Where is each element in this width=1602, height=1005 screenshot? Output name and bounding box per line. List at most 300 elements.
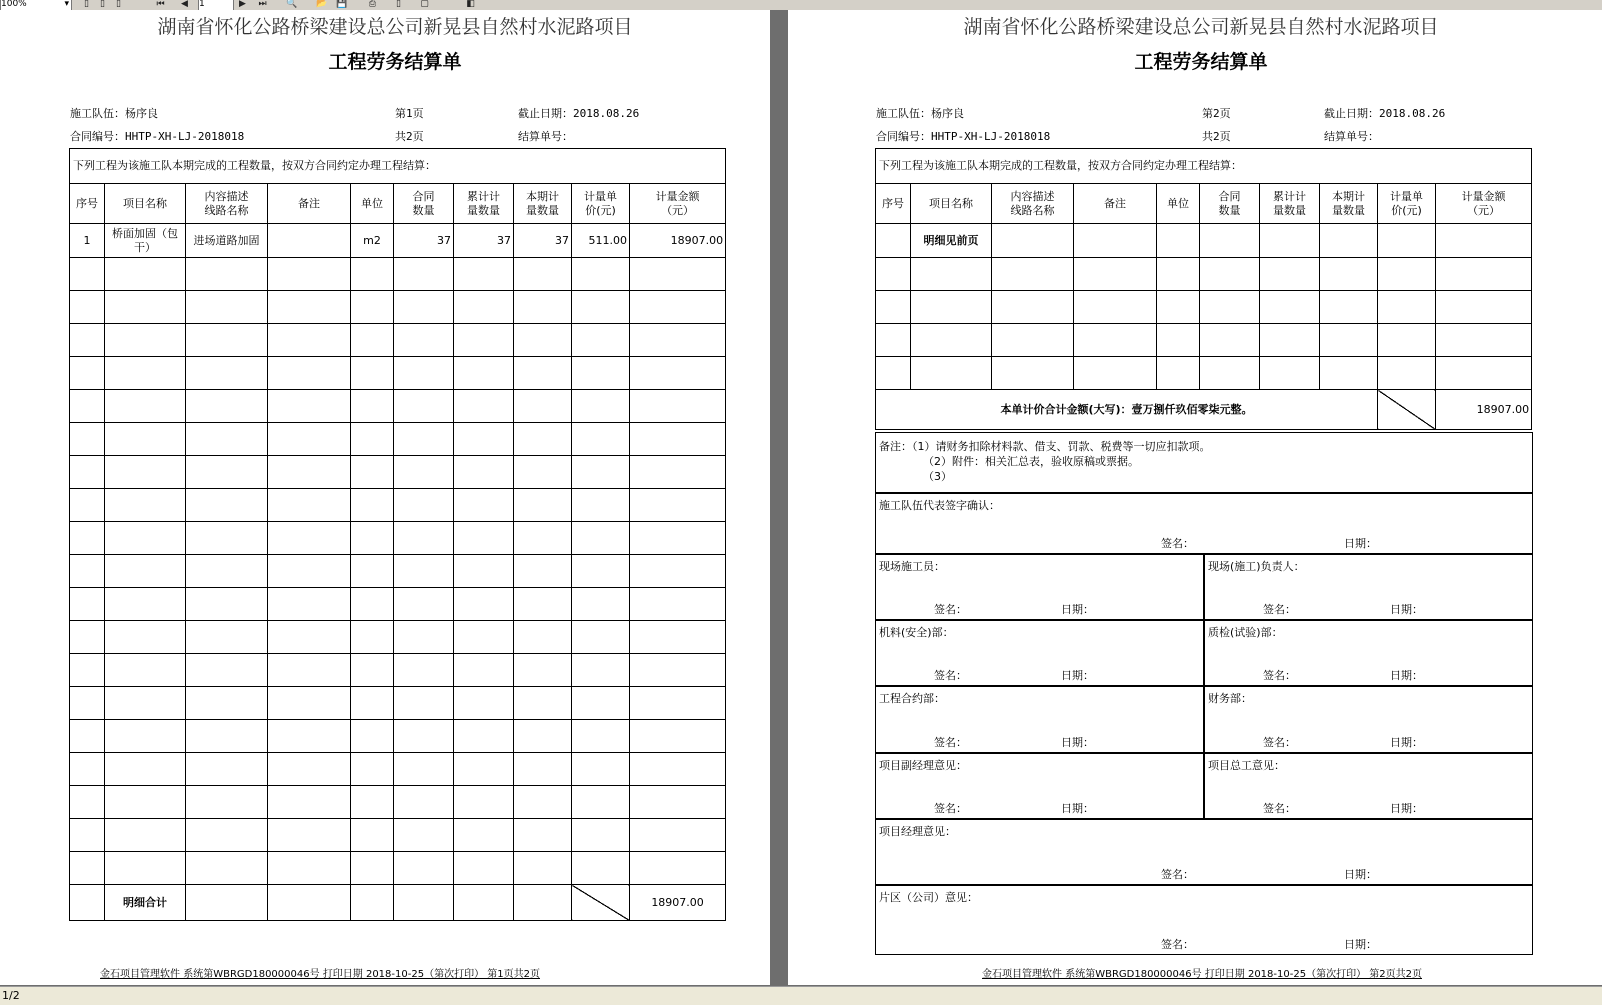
empty-cell [514, 852, 572, 885]
signature-section-label: 财务部： [1208, 692, 1252, 705]
empty-cell [351, 522, 394, 555]
empty-cell [454, 621, 514, 654]
empty-cell [70, 555, 105, 588]
empty-cell [351, 654, 394, 687]
table-row [876, 324, 1532, 357]
empty-cell [514, 555, 572, 588]
subtotal-amount: 18907.00 [630, 885, 726, 921]
cell-current-qty: 37 [514, 224, 572, 258]
table-row [70, 654, 726, 687]
signature-box-quality-dept [1204, 620, 1533, 686]
empty-cell [1157, 258, 1200, 291]
settlement-table [69, 148, 726, 921]
empty-cell [454, 852, 514, 885]
empty-cell [454, 720, 514, 753]
signature-section-label: 现场施工员： [879, 560, 945, 573]
signature-box-deputy-manager [875, 753, 1204, 819]
table-row [70, 324, 726, 357]
empty-cell [268, 555, 351, 588]
page-input-value: 1 [199, 0, 205, 9]
empty-cell [394, 588, 454, 621]
empty-cell [351, 357, 394, 390]
empty-cell [186, 588, 268, 621]
first-page-icon[interactable]: ⏮ [156, 0, 165, 9]
table-row [70, 753, 726, 786]
column-header: 计量金额 （元） [630, 184, 726, 224]
empty-cell [70, 522, 105, 555]
empty-cell [186, 720, 268, 753]
empty-cell [70, 291, 105, 324]
empty-cell [186, 390, 268, 423]
empty-cell [351, 291, 394, 324]
empty-cell [268, 852, 351, 885]
empty-cell [454, 291, 514, 324]
signature-section-label: 工程合约部： [879, 692, 945, 705]
company-title: 湖南省怀化公路桥梁建设总公司新晃县自然村水泥路项目 [157, 16, 633, 38]
signature-box-contract-dept [875, 686, 1204, 753]
table-row [70, 720, 726, 753]
signature-section-label: 项目总工意见： [1208, 759, 1285, 772]
empty-cell [70, 588, 105, 621]
empty-cell [572, 819, 630, 852]
empty-cell [186, 291, 268, 324]
empty-cell [514, 456, 572, 489]
signature-name-label: 签名： [1263, 736, 1296, 749]
empty-cell [572, 588, 630, 621]
empty-cell [394, 522, 454, 555]
column-header: 累计计 量数量 [454, 184, 514, 224]
empty-cell [186, 423, 268, 456]
empty-cell [351, 753, 394, 786]
empty-cell [572, 621, 630, 654]
empty-cell [630, 324, 726, 357]
empty-cell [514, 258, 572, 291]
empty-cell [1436, 357, 1532, 390]
empty-cell [876, 324, 911, 357]
notes-text [879, 439, 1211, 484]
page-number: 第2页 [1202, 107, 1231, 120]
empty-cell [1074, 324, 1157, 357]
empty-cell [70, 621, 105, 654]
empty-cell [105, 654, 186, 687]
empty-cell [630, 456, 726, 489]
empty-cell [514, 588, 572, 621]
signature-date-label: 日期： [1061, 603, 1094, 616]
empty-cell [876, 258, 911, 291]
signature-name-label: 签名： [1161, 537, 1194, 550]
table-row [70, 456, 726, 489]
empty-cell [268, 753, 351, 786]
grand-total-amount: 18907.00 [1436, 390, 1532, 430]
empty-cell [514, 357, 572, 390]
empty-cell [351, 390, 394, 423]
empty-cell [1157, 291, 1200, 324]
empty-cell [1260, 357, 1320, 390]
cell-name: 桥面加固（包干） [105, 224, 186, 258]
empty-cell [105, 852, 186, 885]
empty-cell [268, 423, 351, 456]
empty-cell [351, 720, 394, 753]
empty-cell [630, 357, 726, 390]
table-row [70, 555, 726, 588]
column-header: 单位 [1157, 184, 1200, 224]
page-number: 第1页 [395, 107, 424, 120]
page-footer [788, 965, 1602, 980]
empty-cell [572, 687, 630, 720]
empty-cell [70, 357, 105, 390]
page-separator [770, 10, 788, 985]
search-icon[interactable]: 🔍 [286, 0, 298, 9]
column-header: 内容描述 线路名称 [186, 184, 268, 224]
table-intro: 下列工程为该施工队本期完成的工程数量，按双方合同约定办理工程结算： [876, 149, 1532, 184]
empty-cell [514, 753, 572, 786]
signature-date-label: 日期： [1390, 736, 1423, 749]
settlement-number: 结算单号： [1324, 130, 1379, 143]
empty-cell [70, 390, 105, 423]
table-row [70, 489, 726, 522]
empty-cell [105, 753, 186, 786]
empty-cell [70, 720, 105, 753]
empty-cell [70, 687, 105, 720]
notes-box [875, 432, 1533, 493]
page-view-icon[interactable]: ▯ [116, 0, 121, 9]
empty-cell [572, 720, 630, 753]
save-icon[interactable]: 💾 [336, 0, 348, 9]
report-page-2 [788, 10, 1602, 985]
table-row [70, 588, 726, 621]
team-label: 施工队伍：杨序良 [876, 107, 964, 120]
footer-text: 金石项目管理软件 系统第WBRGD180000046号 打印日期 2018-10-25（第次打印） 第2页共2页 [982, 969, 1422, 980]
settings-icon[interactable]: ▢ [420, 0, 429, 9]
empty-cell [572, 489, 630, 522]
empty-cell [1378, 324, 1436, 357]
subtotal-row [70, 885, 726, 921]
empty-cell [572, 522, 630, 555]
empty-cell [454, 357, 514, 390]
empty-cell [394, 852, 454, 885]
subtotal-label: 明细合计 [105, 885, 186, 921]
empty-cell [105, 357, 186, 390]
open-icon[interactable]: 📂 [316, 0, 328, 9]
empty-cell [186, 654, 268, 687]
signature-name-label: 签名： [934, 736, 967, 749]
empty-cell [454, 654, 514, 687]
signature-date-label: 日期： [1061, 736, 1094, 749]
chevron-down-icon: ▾ [64, 0, 69, 9]
page-icon[interactable]: ▯ [84, 0, 89, 9]
empty-cell [351, 819, 394, 852]
empty-cell [105, 555, 186, 588]
empty-cell [186, 819, 268, 852]
empty-cell [105, 324, 186, 357]
deadline-label: 截止日期：2018.08.26 [518, 107, 640, 120]
empty-cell [394, 786, 454, 819]
empty-cell [268, 291, 351, 324]
cell-contract-qty: 37 [394, 224, 454, 258]
empty-cell [394, 753, 454, 786]
empty-cell [394, 621, 454, 654]
signature-box-materials-dept [875, 620, 1204, 686]
empty-cell [1320, 357, 1378, 390]
column-header: 本期计 量数量 [1320, 184, 1378, 224]
signature-section-label: 施工队伍代表签字确认： [879, 499, 1000, 512]
signature-box-district [875, 885, 1533, 955]
empty-cell [351, 489, 394, 522]
settlement-table [875, 148, 1532, 430]
table-row [70, 522, 726, 555]
empty-cell [572, 291, 630, 324]
empty-cell [394, 654, 454, 687]
empty-cell [1378, 291, 1436, 324]
empty-cell [514, 621, 572, 654]
note-line-1: （1）请财务扣除材料款、借支、罚款、税费等一切应扣款项。 [912, 440, 1211, 453]
signature-date-label: 日期： [1390, 669, 1423, 682]
note-line-3: （3） [923, 470, 952, 483]
document-title: 工程劳务结算单 [328, 51, 462, 73]
empty-cell [1074, 357, 1157, 390]
empty-cell [1200, 291, 1260, 324]
empty-cell [630, 654, 726, 687]
empty-cell [454, 555, 514, 588]
next-page-icon[interactable]: ▶ [239, 0, 246, 9]
copy-icon[interactable]: ▯ [100, 0, 105, 9]
empty-cell [105, 258, 186, 291]
cell-amount: 18907.00 [630, 224, 726, 258]
table-header-row [70, 184, 726, 224]
empty-cell [572, 357, 630, 390]
empty-cell [1436, 258, 1532, 291]
empty-cell [105, 456, 186, 489]
empty-cell [268, 324, 351, 357]
empty-cell [394, 390, 454, 423]
cell-seq: 1 [70, 224, 105, 258]
table-row [70, 390, 726, 423]
empty-cell [186, 522, 268, 555]
empty-cell [992, 324, 1074, 357]
empty-cell [992, 291, 1074, 324]
footer-text: 金石项目管理软件 系统第WBRGD180000046号 打印日期 2018-10-25（第次打印） 第1页共2页 [100, 969, 540, 980]
empty-cell [1260, 291, 1320, 324]
empty-cell [1260, 324, 1320, 357]
empty-cell [351, 324, 394, 357]
table-row [70, 258, 726, 291]
empty-cell [351, 621, 394, 654]
empty-cell [105, 489, 186, 522]
empty-cell [186, 621, 268, 654]
empty-cell [394, 423, 454, 456]
empty-cell [394, 258, 454, 291]
empty-cell [454, 324, 514, 357]
page-footer [0, 965, 640, 980]
empty-cell [70, 654, 105, 687]
cell-unit-price: 511.00 [572, 224, 630, 258]
empty-cell [268, 258, 351, 291]
column-header: 内容描述 线路名称 [992, 184, 1074, 224]
print-icon[interactable]: ⎙ [368, 0, 377, 9]
table-row [876, 291, 1532, 324]
empty-cell [351, 852, 394, 885]
see-previous-label: 明细见前页 [911, 224, 992, 258]
team-label: 施工队伍：杨序良 [70, 107, 158, 120]
subtotal-blank [70, 885, 105, 921]
empty-cell [572, 555, 630, 588]
empty-cell [630, 720, 726, 753]
empty-cell [105, 720, 186, 753]
prev-page-icon[interactable]: ◀ [181, 0, 188, 9]
empty-cell [105, 786, 186, 819]
empty-cell [70, 324, 105, 357]
empty-cell [514, 786, 572, 819]
empty-cell [630, 390, 726, 423]
empty-cell [572, 753, 630, 786]
empty-cell [186, 324, 268, 357]
empty-cell [394, 291, 454, 324]
column-header: 合同 数量 [394, 184, 454, 224]
empty-cell [105, 621, 186, 654]
note-line-2: （2）附件：相关汇总表，验收原稿或票据。 [923, 455, 1139, 468]
empty-cell [351, 687, 394, 720]
table-row [876, 224, 1532, 258]
empty-cell [454, 456, 514, 489]
empty-cell [105, 423, 186, 456]
signature-date-label: 日期： [1061, 802, 1094, 815]
empty-cell [268, 456, 351, 489]
signature-name-label: 签名： [934, 802, 967, 815]
empty-cell [70, 852, 105, 885]
empty-cell [186, 456, 268, 489]
empty-cell [351, 588, 394, 621]
empty-cell [911, 324, 992, 357]
total-pages: 共2页 [395, 130, 424, 143]
deadline-label: 截止日期：2018.08.26 [1324, 107, 1446, 120]
document-title: 工程劳务结算单 [1134, 51, 1268, 73]
diagonal-cell [572, 885, 630, 921]
empty-cell [876, 291, 911, 324]
empty-cell [1074, 258, 1157, 291]
empty-cell [514, 291, 572, 324]
grand-total-row [876, 390, 1532, 430]
column-header: 本期计 量数量 [514, 184, 572, 224]
empty-cell [911, 291, 992, 324]
empty-cell [105, 819, 186, 852]
signature-date-label: 日期： [1390, 603, 1423, 616]
table-row [70, 687, 726, 720]
exit-icon[interactable]: ◧ [466, 0, 475, 9]
empty-cell [514, 423, 572, 456]
empty-cell [105, 522, 186, 555]
signature-section-label: 现场(施工)负责人： [1208, 560, 1305, 573]
empty-cell [454, 390, 514, 423]
column-header: 项目名称 [105, 184, 186, 224]
export-icon[interactable]: ▯ [396, 0, 401, 9]
table-row [70, 786, 726, 819]
empty-cell [572, 324, 630, 357]
column-header: 累计计 量数量 [1260, 184, 1320, 224]
empty-cell [630, 852, 726, 885]
empty-cell [630, 489, 726, 522]
signature-box-site-worker [875, 554, 1204, 620]
empty-cell [630, 753, 726, 786]
empty-cell [992, 258, 1074, 291]
empty-cell [186, 258, 268, 291]
empty-cell [70, 258, 105, 291]
signature-box-site-lead [1204, 554, 1533, 620]
empty-cell [514, 720, 572, 753]
signature-section-label: 项目经理意见： [879, 825, 956, 838]
empty-cell [268, 621, 351, 654]
empty-cell [268, 357, 351, 390]
table-row [70, 224, 726, 258]
empty-cell [186, 852, 268, 885]
empty-cell [572, 423, 630, 456]
empty-cell [351, 258, 394, 291]
notes-label: 备注： [879, 440, 912, 453]
empty-cell [70, 819, 105, 852]
signature-box-project-manager [875, 819, 1533, 885]
empty-cell [268, 720, 351, 753]
column-header: 计量金额 （元） [1436, 184, 1532, 224]
signature-section-label: 机料(安全)部： [879, 626, 954, 639]
empty-cell [1157, 324, 1200, 357]
empty-cell [1157, 357, 1200, 390]
empty-cell [1200, 324, 1260, 357]
empty-cell [351, 555, 394, 588]
empty-cell [454, 489, 514, 522]
empty-cell [186, 489, 268, 522]
empty-cell [70, 489, 105, 522]
signature-name-label: 签名： [1263, 802, 1296, 815]
empty-cell [394, 555, 454, 588]
status-bar [0, 986, 1602, 1005]
empty-cell [394, 687, 454, 720]
empty-cell [454, 819, 514, 852]
empty-cell [394, 456, 454, 489]
empty-cell [186, 786, 268, 819]
empty-cell [454, 522, 514, 555]
signature-date-label: 日期： [1344, 938, 1377, 951]
signature-date-label: 日期： [1344, 537, 1377, 550]
empty-cell [514, 522, 572, 555]
empty-cell [186, 687, 268, 720]
signature-section-label: 项目副经理意见： [879, 759, 967, 772]
empty-cell [268, 489, 351, 522]
signature-box-finance-dept [1204, 686, 1533, 753]
table-row [70, 621, 726, 654]
empty-cell [268, 390, 351, 423]
empty-cell [514, 324, 572, 357]
empty-cell [1320, 258, 1378, 291]
last-page-icon[interactable]: ⏭ [258, 0, 267, 9]
empty-cell [630, 291, 726, 324]
empty-cell [351, 786, 394, 819]
column-header: 单位 [351, 184, 394, 224]
column-header: 计量单 价(元) [572, 184, 630, 224]
page-indicator: 1/2 [2, 989, 20, 1002]
table-header-row [876, 184, 1532, 224]
empty-cell [454, 687, 514, 720]
cell-desc: 进场道路加固 [186, 224, 268, 258]
empty-cell [1320, 324, 1378, 357]
empty-cell [394, 819, 454, 852]
empty-cell [1320, 291, 1378, 324]
empty-cell [394, 489, 454, 522]
column-header: 计量单 价(元) [1378, 184, 1436, 224]
cell-unit: m2 [351, 224, 394, 258]
empty-cell [630, 423, 726, 456]
empty-cell [572, 852, 630, 885]
empty-cell [268, 588, 351, 621]
empty-cell [394, 357, 454, 390]
